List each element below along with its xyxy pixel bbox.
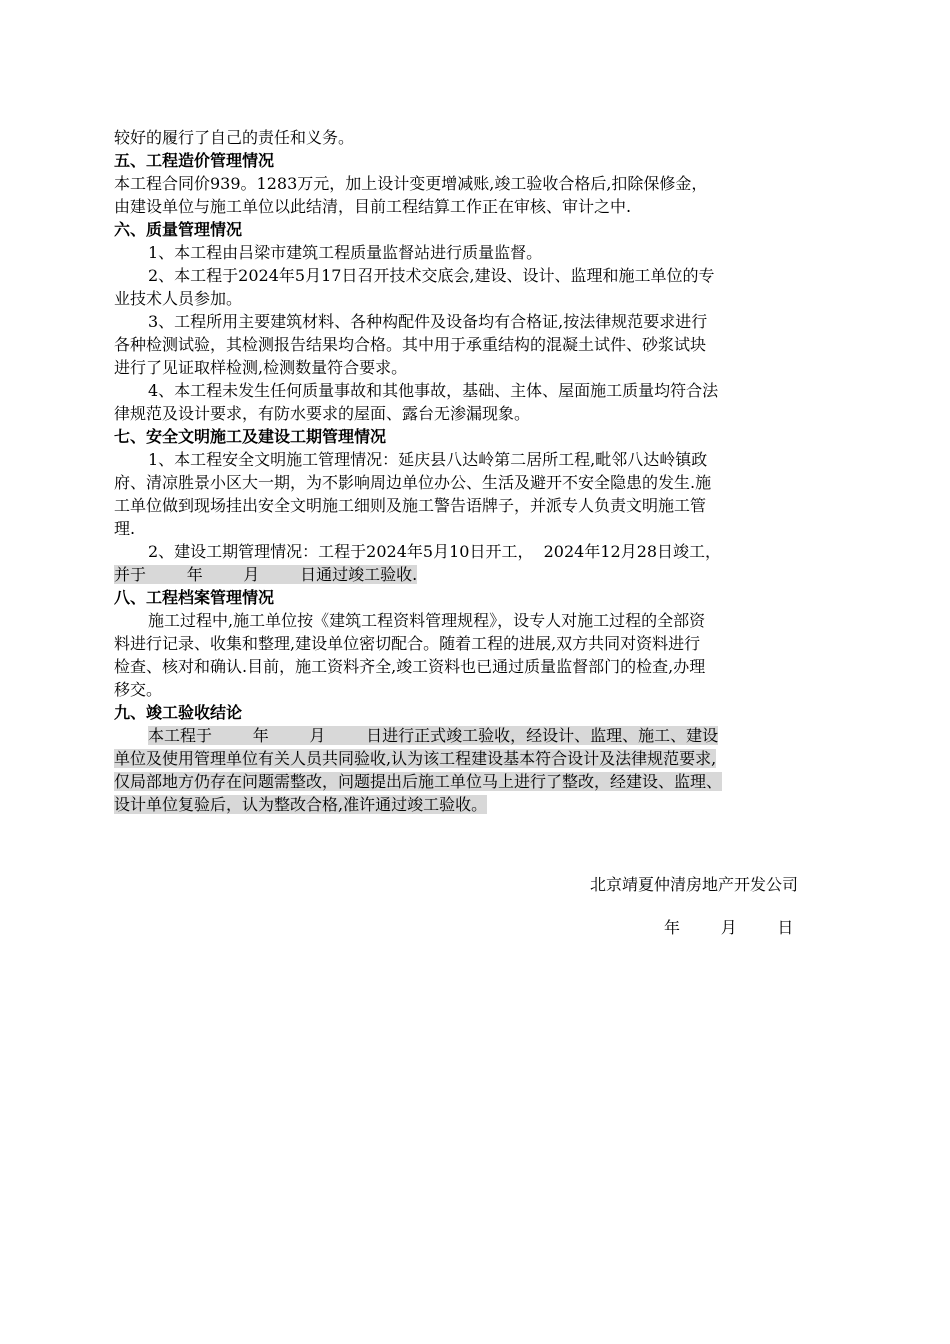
paragraph-line: 理. <box>114 519 136 538</box>
paragraph-line: 府、清凉胜景小区大一期，为不影响周边单位办公、生活及避开不安全隐患的发生.施 <box>114 473 712 492</box>
paragraph-line: 进行了见证取样检测,检测数量符合要求。 <box>114 358 408 377</box>
section-heading-cost: 五、工程造价管理情况 <box>114 151 275 170</box>
paragraph-line: 业技术人员参加。 <box>114 289 243 308</box>
highlighted-text: 设计单位复验后，认为整改合格,准许通过竣工验收。 <box>114 795 488 814</box>
paragraph-line: 本工程合同价939。1283万元，加上设计变更增减账,竣工验收合格后,扣除保修金， <box>114 174 708 193</box>
section-heading-quality: 六、质量管理情况 <box>114 220 243 239</box>
section-heading-conclusion: 九、竣工验收结论 <box>114 703 243 722</box>
paragraph-line: 3、工程所用主要建筑材料、各种构配件及设备均有合格证,按法律规范要求进行 <box>148 312 708 331</box>
document-body <box>114 126 842 816</box>
paragraph-line: 4、本工程未发生任何质量事故和其他事故，基础、主体、屋面施工质量均符合法 <box>148 381 719 400</box>
highlighted-text: 并于 年 月 日通过竣工验收. <box>114 565 418 584</box>
paragraph-line: 2、建设工期管理情况：工程于2024年5月10日开工， 2024年12月28日竣工， <box>148 542 722 561</box>
paragraph-line: 律规范及设计要求，有防水要求的屋面、露台无渗漏现象。 <box>114 404 531 423</box>
highlighted-text: 本工程于 年 月 日进行正式竣工验收，经设计、监理、施工、建设 <box>148 726 719 745</box>
highlighted-text: 仅局部地方仍存在问题需整改，问题提出后施工单位马上进行了整改，经建设、监理、 <box>114 772 723 791</box>
section-heading-safety: 七、安全文明施工及建设工期管理情况 <box>114 427 387 446</box>
paragraph-line: 2、本工程于2024年5月17日召开技术交底会,建设、设计、监理和施工单位的专 <box>148 266 715 285</box>
section-heading-archive: 八、工程档案管理情况 <box>114 588 275 607</box>
paragraph-line: 1、本工程由吕梁市建筑工程质量监督站进行质量监督。 <box>148 243 543 262</box>
paragraph-line: 工单位做到现场挂出安全文明施工细则及施工警告语牌子，并派专人负责文明施工管 <box>114 496 707 515</box>
signature-date: 年 月 日 <box>664 918 794 937</box>
paragraph-line: 料进行记录、收集和整理,建设单位密切配合。随着工程的进展,双方共同对资料进行 <box>114 634 701 653</box>
highlighted-text: 单位及使用管理单位有关人员共同验收,认为该工程建设基本符合设计及法律规范要求, <box>114 749 717 768</box>
paragraph-line: 施工过程中,施工单位按《建筑工程资料管理规程》，设专人对施工过程的全部资 <box>148 611 706 630</box>
paragraph-line: 移交。 <box>114 680 163 699</box>
company-signature: 北京靖夏仲清房地产开发公司 <box>590 875 799 894</box>
paragraph-line: 较好的履行了自己的责任和义务。 <box>114 128 355 147</box>
paragraph-line: 1、本工程安全文明施工管理情况：延庆县八达岭第二居所工程,毗邻八达岭镇政 <box>148 450 708 469</box>
paragraph-line: 检查、核对和确认.目前，施工资料齐全,竣工资料也已通过质量监督部门的检查,办理 <box>114 657 706 676</box>
paragraph-line: 各种检测试验，其检测报告结果均合格。其中用于承重结构的混凝土试件、砂浆试块 <box>114 335 707 354</box>
paragraph-line: 由建设单位与施工单位以此结清，目前工程结算工作正在审核、审计之中. <box>114 197 632 216</box>
